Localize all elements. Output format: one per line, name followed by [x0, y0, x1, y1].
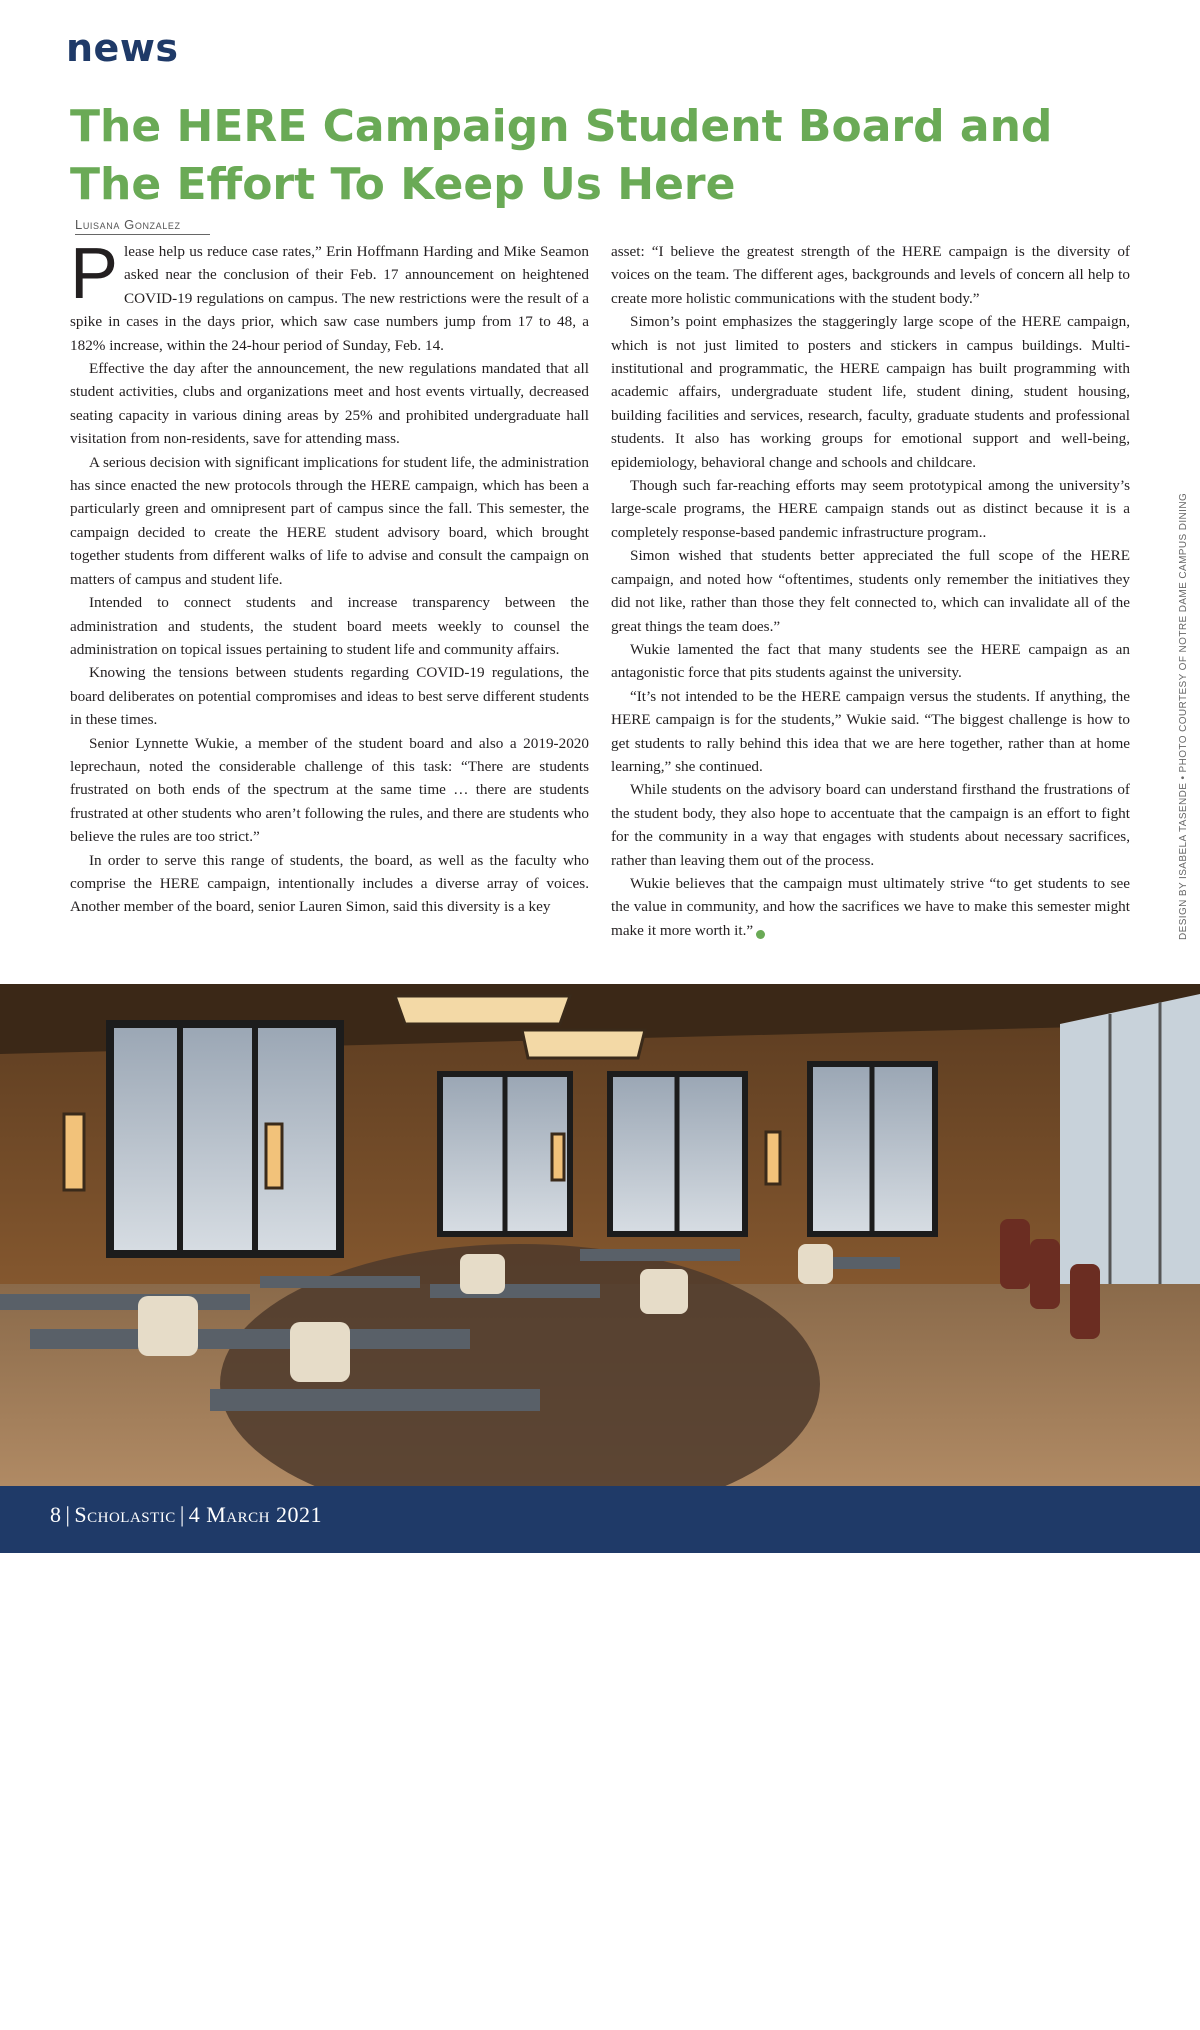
folio-separator: |: [65, 1502, 71, 1527]
caption-lead: DISTANCED: [686, 1992, 782, 2010]
dining-room-illustration: [0, 984, 1200, 1486]
article-paragraph: Senior Lynnette Wukie, a member of the student board and also a 2019-2020 leprechaun, noted the considerable challenge of this task: “There are students frustrated on both ends of the spectrum at the same time … there are students frustrated at other students who aren’t following the rules, and there are students who believe the rules are too strict.”: [70, 734, 589, 846]
window-center: [440, 1064, 935, 1234]
article-paragraph: Though such far-reaching efforts may seem prototypical among the university’s large-scale programs, the HERE campaign stands out as distinct because it is a completely response-based pandemic infrastructure program..: [611, 477, 1130, 541]
window-left: [110, 1024, 340, 1254]
article-paragraph: Wukie believes that the campaign must ultimately strive “to get students to see the value in community, and how the sacrifices we have to make this semester might make it more worth it.” S: [611, 874, 1130, 939]
photo-caption: [686, 1992, 1116, 2030]
photo-design-credit: DESIGN BY ISABELA TASENDE • PHOTO COURTESY OF NOTRE DAME CAMPUS DINING: [1178, 492, 1189, 940]
article-paragraph: asset: “I believe the greatest strength of the HERE campaign is the diversity of voices on the team. The different ages, backgrounds and levels of concern all help to create more holistic communications with the student body.”: [611, 243, 1130, 307]
article-paragraph: In order to serve this range of students, the board, as well as the faculty who comprise the HERE campaign, intentionally includes a diverse array of voices. Another member of the board, senior Lauren Simon, said this diversity is a key: [70, 851, 589, 916]
section-label: news: [66, 26, 179, 70]
byline: Luisana Gonzalez: [75, 217, 210, 235]
article-paragraph: Simon wished that students better appreciated the full scope of the HERE campaign, and noted how “oftentimes, students only remember the initiatives they did not like, rather than those they felt connected to, which can invalidate all of the great things the team does.”: [611, 547, 1130, 635]
publication-name: Scholastic: [74, 1502, 176, 1527]
end-mark-icon: S: [756, 930, 765, 939]
article-paragraph: Knowing the tensions between students regarding COVID-19 regulations, the board deliberates on potential compromises and ideas to best serve different students in these times.: [70, 664, 589, 729]
issue-date: 4 March 2021: [188, 1502, 322, 1527]
article-paragraph: Simon’s point emphasizes the staggeringly large scope of the HERE campaign, which is not just limited to posters and stickers in campus buildings. Multi-institutional and programmatic, the HERE campaign has built programming with academic affairs, undergraduate student life, student dining, student housing, building facilities and services, research, faculty, graduate students and professional students. It also has working groups for emotional support and well-being, epidemiology, behavioral change and schools and childcare.: [611, 313, 1130, 471]
article-paragraph: Wukie lamented the fact that many students see the HERE campaign as an antagonistic force that pits students against the university.: [611, 640, 1130, 682]
article-column-left: [70, 234, 589, 919]
drop-cap: P: [70, 234, 119, 314]
headline: The HERE Campaign Student Board and The Effort To Keep Us Here: [70, 101, 1053, 210]
article-paragraph: Intended to connect students and increase transparency between the administration and students, the student board meets weekly to counsel the administration on topical issues pertaining to student life and community affairs.: [70, 594, 589, 658]
article-paragraph: “It’s not intended to be the HERE campaign versus the students. If anything, the HERE campaign is for the students,” Wukie said. “The biggest challenge is how to get students to rally behind this idea that we are here together, rather than at home learning,” she continued.: [611, 687, 1130, 775]
article-paragraph: Please help us reduce case rates,” Erin Hoffmann Harding and Mike Seamon asked near the conclusion of their Feb. 17 announcement on heightened COVID-19 regulations on campus. The new restrictions were the result of a spike in cases in the days prior, which saw case numbers jump from 17 to 48, a 182% increase, within the 24-hour period of Sunday, Feb. 14.: [70, 234, 589, 354]
article-paragraph: A serious decision with significant implications for student life, the administration has since enacted the new protocols through the HERE campaign, which has been a particularly green and omnipresent part of campus since the fall. This semester, the campaign decided to create the HERE student advisory board, which brought together students from different walks of life to advise and consult the campaign on matters of campus and student life.: [70, 453, 589, 588]
footer-band: [0, 1486, 1200, 1553]
article-paragraph: While students on the advisory board can understand firsthand the frustrations of the student body, they also hope to accentuate that the campaign is an effort to fight for the community in a way that engages with students about necessary sacrifices, rather than leaving them out of the process.: [611, 781, 1130, 869]
article-paragraph: Effective the day after the announcement, the new regulations mandated that all student activities, clubs and organizations meet and host events virtually, decreased seating capacity in various dining areas by 25% and prohibited undergraduate hall visitation from non-residents, save for attending mass.: [70, 360, 589, 448]
folio-separator: |: [179, 1502, 185, 1527]
article-column-right: [611, 240, 1130, 942]
folio: [50, 1502, 322, 1528]
page-number: 8: [50, 1502, 62, 1527]
caption-text: The HERE campaign promotes coming together in a safe, socially distant way.: [686, 1992, 1075, 2029]
